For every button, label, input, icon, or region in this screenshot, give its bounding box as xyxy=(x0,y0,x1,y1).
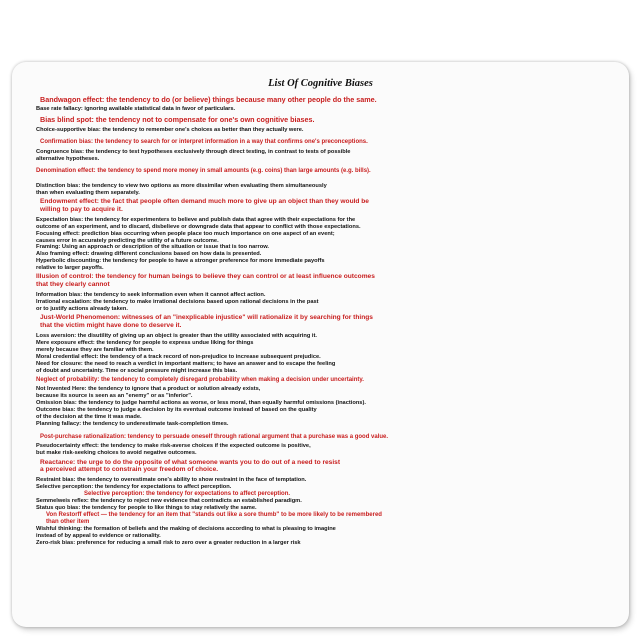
bias-text: Congruence bias: the tendency to test hypotheses exclusively through direct testing, in contrast to tests of possible alternative hypotheses. xyxy=(36,148,351,162)
bias-text: Pseudocertainty effect: the tendency to make risk-averse choices if the expected outcome is positive, but make risk-seeking choices to avoid negative outcomes. xyxy=(36,442,311,456)
bias-text: Restraint bias: the tendency to overestimate one's ability to show restraint in the face of temptation. Selective perception: the tendency for expectations to affect perception. xyxy=(36,477,307,491)
bias-text: Information bias: the tendency to seek information even when it cannot affect action. Irrational escalation: the tendency to make irrational decisions based upon rational decisions in the past or to justify actions already taken. xyxy=(36,291,319,312)
page-title: List Of Cognitive Biases xyxy=(268,78,373,89)
bias-heading: Confirmation bias: the tendency to search for or interpret information in a way that confirms one's preconceptions. xyxy=(40,138,368,145)
bias-text: Wishful thinking: the formation of beliefs and the making of decisions according to what is pleasing to imagine instead of by appeal to evidence or rationality. Zero-risk bias: preference for reducing a small risk to zero over a greater reduction in a larger risk xyxy=(36,525,336,546)
mousepad xyxy=(12,62,629,627)
bias-text: Base rate fallacy: ignoring available statistical data in favor of particulars. xyxy=(36,106,236,113)
bias-text: Distinction bias: the tendency to view two options as more dissimilar when evaluating them simultaneously than when evaluating them separately. xyxy=(36,183,327,197)
bias-text: Expectation bias: the tendency for experimenters to believe and publish data that agree with their expectations for the outcome of an experiment, and to discard, disbelieve or downgrade data that appear to conflict with those expectations. Focusing effect: prediction bias occurring when people place too much importance on one aspect of an event; causes error in accurately predicting the utility of a future outcome. Framing: Using an approach or description of the situation or issue that is too narrow. Also framing effect: drawing different conclusions based on how data is presented. Hyperbolic discounting: the tendency for people to have a stronger preference for more immediate payoffs relative to larger payoffs. xyxy=(36,216,361,272)
bias-heading: Selective perception: the tendency for expectations to affect perception. xyxy=(84,491,291,498)
bias-list xyxy=(36,96,611,547)
bias-heading: Post-purchase rationalization: tendency to persuade oneself through rational argument that a purchase was a good value. xyxy=(40,433,389,440)
bias-text: Loss aversion: the disutility of giving up an object is greater than the utility associated with acquiring it. Mere exposure effect: the tendency for people to express undue liking for things merely because they are familiar with them. Moral credential effect: the tendency of a track record of non-prejudice to increase subsequent prejudice. Need for closure: the need to reach a verdict in important matters; to have an answer and to escape the feeling of doubt and uncertainty. Time or social pressure might increase this bias. xyxy=(36,333,336,374)
bias-text: Choice-supportive bias: the tendency to remember one's choices as better than they actually were. xyxy=(36,126,304,133)
bias-heading: Just-World Phenomenon: witnesses of an "inexplicable injustice" will rationalize it by searching for things that the victim might have done to deserve it. xyxy=(40,314,373,330)
bias-heading: Neglect of probability: the tendency to completely disregard probability when making a decision under uncertainty. xyxy=(36,377,364,384)
bias-heading: Von Restorff effect — the tendency for an item that "stands out like a sore thumb" to be more likely to be remembered than other item xyxy=(46,511,382,525)
bias-heading: Bandwagon effect: the tendency to do (or believe) things because many other people do the same. xyxy=(40,95,377,104)
bias-heading: Bias blind spot: the tendency not to compensate for one's own cognitive biases. xyxy=(40,115,315,125)
bias-heading: Illusion of control: the tendency for human beings to believe they can control or at least influence outcomes that they clearly cannot xyxy=(36,273,375,288)
bias-text: Not Invented Here: the tendency to ignore that a product or solution already exists, because its source is seen as an "enemy" or as "inferior". Omission bias: the tendency to judge harmful actions as worse, or less moral, than equally harmful omissions (inactions). Outcome bias: the tendency to judge a decision by its eventual outcome instead of based on the quality of the decision at the time it was made. Planning fallacy: the tendency to underestimate task-completion times. xyxy=(36,386,366,427)
bias-heading: Endowment effect: the fact that people often demand much more to give up an object than they would be willing to pay to acquire it. xyxy=(40,198,369,214)
bias-text: Semmelweis reflex: the tendency to reject new evidence that contradicts an established paradigm. Status quo bias: the tendency for people to like things to stay relatively the same. xyxy=(36,498,302,511)
bias-heading: Denomination effect: the tendency to spend more money in small amounts (e.g. coins) than large amounts (e.g. bills). xyxy=(36,168,371,175)
bias-heading: Reactance: the urge to do the opposite of what someone wants you to do out of a need to resist a perceived attempt to constrain your freedom of choice. xyxy=(40,458,341,474)
